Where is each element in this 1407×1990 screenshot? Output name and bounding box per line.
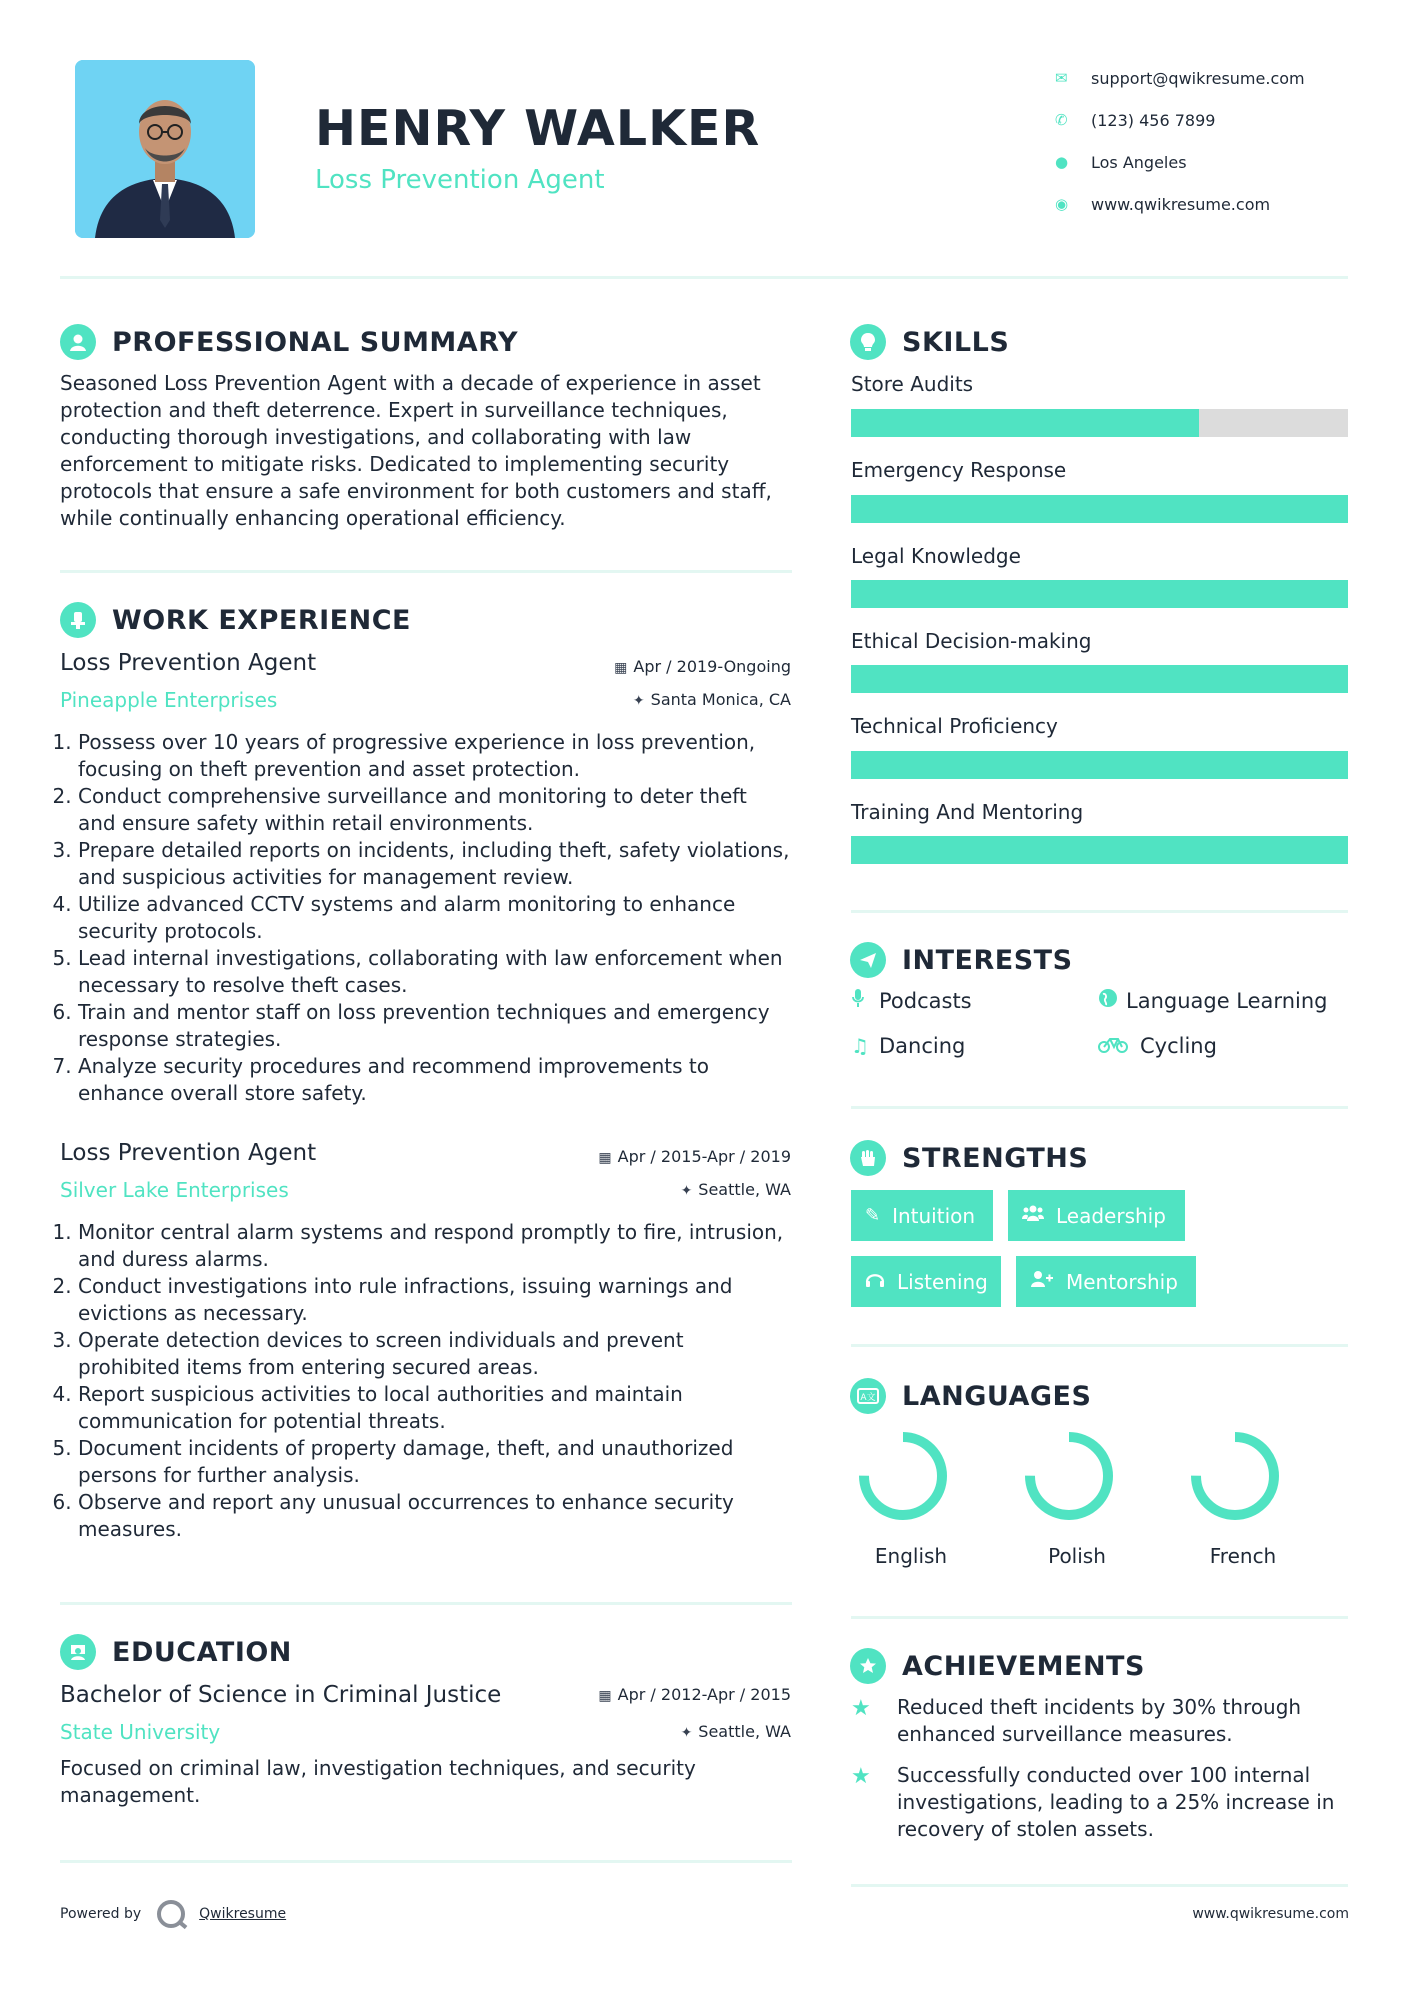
list-item: 6. Observe and report any unusual occurrences to enhance security measures. <box>78 1489 790 1543</box>
education-dates-text: Apr / 2012-Apr / 2015 <box>617 1685 791 1704</box>
footer-website[interactable]: www.qwikresume.com <box>1192 1906 1349 1922</box>
interests-divider <box>851 1106 1348 1109</box>
candidate-title: Loss Prevention Agent <box>315 165 605 195</box>
summary-text: Seasoned Loss Prevention Agent with a decade of experience in asset protection and theft deterrence. Expert in surveillance techniques, conducting thorough investigations, and collaborating with law enforcement to mitigate risks. Dedicated to implementing security protocols that ensure a safe environment for both customers and staff, while continually enhancing operational efficiency. <box>60 371 772 530</box>
graduate-icon <box>60 1634 96 1670</box>
languages-heading <box>850 1378 1091 1414</box>
briefcase-icon <box>60 602 96 638</box>
education-location-text: Seattle, WA <box>698 1722 791 1741</box>
job-1-location <box>633 690 791 709</box>
skill-bar-fill <box>851 751 1348 779</box>
envelope-icon: ✉ <box>1055 69 1068 87</box>
map-pin-icon: ● <box>1055 153 1069 171</box>
interest-label: Cycling <box>1140 1034 1217 1058</box>
achievement-item <box>851 1694 1351 1748</box>
calendar-icon: ▦ <box>598 1688 612 1704</box>
footer-powered-by <box>60 1900 286 1928</box>
microphone-icon <box>851 988 869 1013</box>
skill-bar-fill <box>851 836 1348 864</box>
contact-block <box>1055 57 1385 225</box>
interest-item-podcasts <box>851 988 972 1013</box>
list-item: 4. Utilize advanced CCTV systems and alarm monitoring to enhance security protocols. <box>78 891 790 945</box>
language-icon <box>850 1378 886 1414</box>
achievement-text: Reduced theft incidents by 30% through enhanced surveillance measures. <box>897 1695 1302 1746</box>
job-2-location <box>681 1180 791 1199</box>
skill-bar <box>851 580 1348 608</box>
job-2-company: Silver Lake Enterprises <box>60 1178 289 1202</box>
job-1-title: Loss Prevention Agent <box>60 650 317 676</box>
achievements-divider <box>851 1884 1348 1887</box>
paper-plane-icon <box>850 942 886 978</box>
candidate-name: HENRY WALKER <box>315 100 761 157</box>
skills-heading <box>850 324 1009 360</box>
language-ring-arc <box>864 1437 942 1515</box>
achievement-text: Successfully conducted over 100 internal investigations, leading to a 25% increase in recovery of stolen assets. <box>897 1763 1335 1841</box>
pin-icon: ✦ <box>680 1183 693 1199</box>
list-item: 3. Prepare detailed reports on incidents, including theft, safety violations, and suspicious activities for management review. <box>78 837 790 891</box>
interest-item-dancing <box>851 1034 965 1058</box>
magic-wand-icon: ✎ <box>865 1205 881 1226</box>
experience-title: WORK EXPERIENCE <box>112 604 411 636</box>
skill-name: Training And Mentoring <box>851 800 1084 824</box>
summary-title: PROFESSIONAL SUMMARY <box>112 326 519 358</box>
list-item: 5. Lead internal investigations, collaborating with law enforcement when necessary to resolve theft cases. <box>78 945 790 999</box>
globe-icon: ◉ <box>1055 195 1069 213</box>
contact-phone-row[interactable] <box>1055 99 1385 141</box>
list-item: 6. Train and mentor staff on loss prevention techniques and emergency response strategies. <box>78 999 790 1053</box>
interest-item-cycling <box>1098 1034 1217 1058</box>
strengths-heading <box>850 1140 1088 1176</box>
education-location <box>681 1722 791 1741</box>
job-2-location-text: Seattle, WA <box>698 1180 791 1199</box>
skill-name: Store Audits <box>851 372 974 396</box>
powered-by-label: Powered by <box>60 1906 142 1922</box>
language-ring-english <box>855 1428 951 1524</box>
skills-divider <box>851 910 1348 913</box>
star-icon: ★ <box>851 1696 871 1721</box>
job-2-title: Loss Prevention Agent <box>60 1140 317 1166</box>
summary-heading <box>60 324 518 360</box>
skill-bar <box>851 495 1348 523</box>
interest-label: Language Learning <box>1126 988 1328 1013</box>
profile-photo <box>75 60 255 238</box>
interests-title: INTERESTS <box>902 944 1073 976</box>
phone-icon: ✆ <box>1055 111 1068 129</box>
strength-tag-intuition <box>851 1190 993 1241</box>
education-description: Focused on criminal law, investigation techniques, and security management. <box>60 1756 696 1807</box>
interest-item-language-learning <box>1098 988 1327 1013</box>
calendar-icon: ▦ <box>598 1150 612 1166</box>
education-degree: Bachelor of Science in Criminal Justice <box>60 1682 502 1708</box>
contact-website-row[interactable] <box>1055 183 1385 225</box>
skill-bar <box>851 665 1348 693</box>
skill-bar-fill <box>851 665 1348 693</box>
strengths-divider <box>851 1344 1348 1347</box>
skill-bar <box>851 409 1348 437</box>
strength-label: Leadership <box>1056 1203 1166 1228</box>
job-1-dates <box>614 657 791 676</box>
interests-heading <box>850 942 1073 978</box>
bicycle-icon <box>1098 1034 1130 1058</box>
strength-label: Intuition <box>892 1203 976 1228</box>
summary-divider <box>60 570 792 573</box>
job-1-company: Pineapple Enterprises <box>60 688 278 712</box>
users-icon <box>1022 1204 1044 1227</box>
skill-bar-fill <box>851 580 1348 608</box>
calendar-icon: ▦ <box>614 660 628 676</box>
svg-text:A文: A文 <box>860 1393 876 1403</box>
strength-tag-listening <box>851 1256 1001 1307</box>
skill-bar-fill <box>851 495 1348 523</box>
interest-label: Podcasts <box>879 988 972 1013</box>
job-2-bullets <box>60 1219 790 1543</box>
job-2-dates-text: Apr / 2015-Apr / 2019 <box>617 1147 791 1166</box>
language-ring-polish <box>1021 1428 1117 1524</box>
contact-location: Los Angeles <box>1091 152 1187 172</box>
list-item: 1. Possess over 10 years of progressive experience in loss prevention, focusing on theft prevention and asset protection. <box>78 729 790 783</box>
list-item: 7. Analyze security procedures and recommend improvements to enhance overall store safety. <box>78 1053 790 1107</box>
user-plus-icon <box>1030 1270 1054 1293</box>
experience-divider <box>60 1602 792 1605</box>
skill-bar <box>851 751 1348 779</box>
education-dates <box>598 1685 791 1704</box>
list-item: 1. Monitor central alarm systems and respond promptly to fire, intrusion, and duress alarms. <box>78 1219 790 1273</box>
strength-tag-mentorship <box>1016 1256 1196 1307</box>
job-1-bullets <box>60 729 790 1107</box>
contact-email-row[interactable] <box>1055 57 1385 99</box>
education-heading <box>60 1634 292 1670</box>
list-item: 2. Conduct comprehensive surveillance and monitoring to deter theft and ensure safety within retail environments. <box>78 783 790 837</box>
qwikresume-logo-icon <box>157 1900 185 1928</box>
contact-location-row <box>1055 141 1385 183</box>
education-title: EDUCATION <box>112 1636 292 1668</box>
language-ring-arc <box>1196 1437 1274 1515</box>
user-icon <box>60 324 96 360</box>
skill-name: Ethical Decision-making <box>851 629 1092 653</box>
pin-icon: ✦ <box>632 693 645 709</box>
list-item: 4. Report suspicious activities to local authorities and maintain communication for potential threats. <box>78 1381 790 1435</box>
languages-title: LANGUAGES <box>902 1380 1092 1412</box>
language-label-french: French <box>1209 1544 1277 1568</box>
qwikresume-link[interactable]: Qwikresume <box>199 1906 287 1922</box>
star-icon: ★ <box>851 1764 871 1789</box>
job-1-location-text: Santa Monica, CA <box>650 690 791 709</box>
pin-icon: ✦ <box>680 1725 693 1741</box>
language-label-english: English <box>874 1544 948 1568</box>
skill-name: Emergency Response <box>851 458 1067 482</box>
contact-email: support@qwikresume.com <box>1091 68 1305 88</box>
lightbulb-icon <box>850 324 886 360</box>
star-badge-icon <box>850 1648 886 1684</box>
globe-icon <box>1098 988 1116 1013</box>
music-note-icon: ♫ <box>851 1034 869 1058</box>
job-2-dates <box>598 1147 791 1166</box>
skill-name: Legal Knowledge <box>851 544 1021 568</box>
headphones-icon <box>865 1270 885 1293</box>
experience-heading <box>60 602 411 638</box>
contact-website: www.qwikresume.com <box>1091 194 1271 214</box>
languages-divider <box>851 1616 1348 1619</box>
achievements-title: ACHIEVEMENTS <box>902 1650 1145 1682</box>
list-item: 5. Document incidents of property damage, theft, and unauthorized persons for further analysis. <box>78 1435 790 1489</box>
strength-label: Listening <box>897 1269 988 1294</box>
education-divider <box>60 1860 792 1863</box>
strengths-title: STRENGTHS <box>902 1142 1089 1174</box>
skills-title: SKILLS <box>902 326 1010 358</box>
fist-icon <box>850 1140 886 1176</box>
achievements-heading <box>850 1648 1145 1684</box>
strength-tag-leadership <box>1008 1190 1185 1241</box>
interest-label: Dancing <box>879 1034 966 1058</box>
education-school: State University <box>60 1720 221 1744</box>
strength-label: Mentorship <box>1066 1269 1178 1294</box>
skill-name: Technical Proficiency <box>851 714 1058 738</box>
skill-bar <box>851 836 1348 864</box>
job-1-dates-text: Apr / 2019-Ongoing <box>633 657 791 676</box>
contact-phone: (123) 456 7899 <box>1091 110 1216 130</box>
list-item: 2. Conduct investigations into rule infractions, issuing warnings and evictions as necessary. <box>78 1273 790 1327</box>
language-ring-arc <box>1030 1437 1108 1515</box>
list-item: 3. Operate detection devices to screen individuals and prevent prohibited items from entering secured areas. <box>78 1327 790 1381</box>
language-label-polish: Polish <box>1048 1544 1106 1568</box>
skill-bar-fill <box>851 409 1199 437</box>
achievement-item <box>851 1762 1351 1843</box>
header-divider <box>60 276 1348 279</box>
language-ring-french <box>1187 1428 1283 1524</box>
